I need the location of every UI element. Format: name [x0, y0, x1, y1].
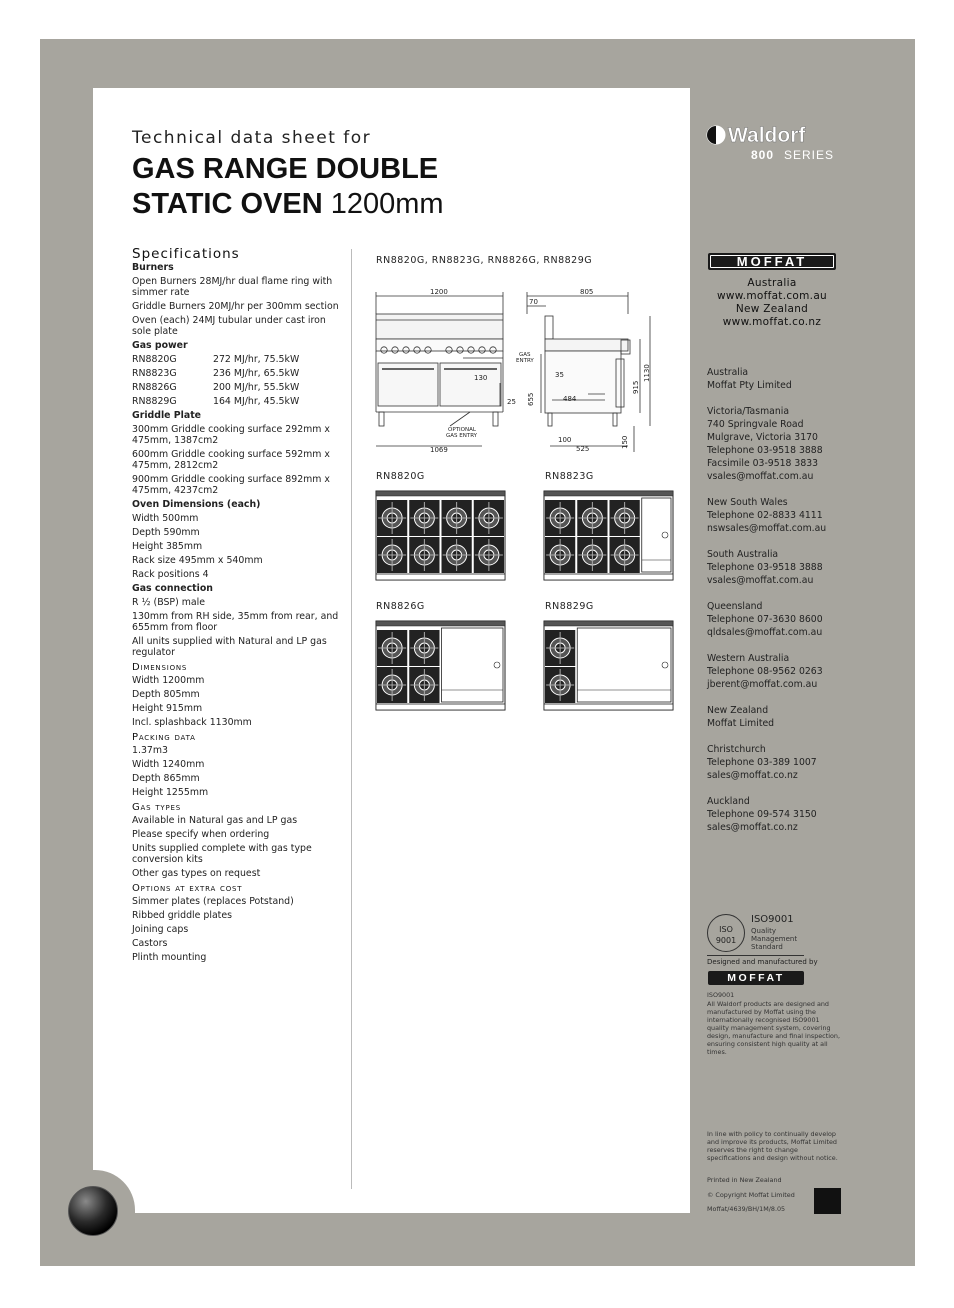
office-block [707, 496, 882, 535]
office-line: Telephone 02-8833 4111 [707, 510, 823, 521]
gas-power-row [132, 382, 347, 393]
burner-icon [377, 667, 407, 703]
plan-view-rn8829g [543, 620, 674, 712]
drawing-models-heading: RN8820G, RN8823G, RN8826G, RN8829G [376, 255, 593, 266]
office-line: Queensland [707, 601, 763, 612]
site-line: www.moffat.com.au [716, 290, 828, 302]
office-line: New South Wales [707, 497, 788, 508]
spec-line: Units supplied complete with gas type conversion kits [132, 843, 312, 865]
burner-icon [377, 630, 407, 666]
splashback-strip [376, 621, 505, 626]
dim-width-1200: 1200 [430, 288, 448, 296]
gas-power-row [132, 354, 347, 365]
iso-code: ISO9001 [707, 991, 735, 999]
splashback-strip [376, 491, 505, 496]
site-line: www.moffat.co.nz [722, 316, 822, 328]
designed-by-label: Designed and manufactured by [707, 958, 818, 966]
burner-icon [409, 630, 439, 666]
policy-note: In line with policy to continually develop and improve its products, Moffat Limited reserves the right to change specifications and design without notice. [707, 1130, 838, 1162]
burner-icon [545, 630, 575, 666]
office-line: Telephone 09-574 3150 [707, 809, 817, 820]
burner-icon [610, 537, 640, 573]
dim-805: 805 [580, 288, 594, 296]
websites-block [707, 277, 837, 329]
office-line: New Zealand [707, 705, 769, 716]
office-line: Telephone 03-9518 3888 [707, 445, 823, 456]
waldorf-logo [706, 122, 841, 162]
burner-icon [409, 537, 439, 573]
title-line-2-size: 1200mm [322, 188, 444, 220]
spec-line: Width 1240mm [132, 759, 205, 770]
burner-icon [442, 500, 472, 536]
pefc-logo-icon [814, 1188, 841, 1214]
spec-line: Width 500mm [132, 513, 199, 524]
iso-seal-icon: ISO 9001 [707, 914, 745, 952]
griddle-plate [577, 628, 671, 702]
front-rail [376, 704, 505, 710]
gas-power-model: RN8829G [132, 396, 177, 407]
dim-25: 25 [507, 398, 516, 406]
copyright: © Copyright Moffat Limited [707, 1191, 795, 1199]
gas-power-value: 200 MJ/hr, 55.5kW [213, 382, 300, 393]
gas-types-heading: Gas types [132, 802, 181, 813]
office-line: Auckland [707, 796, 750, 807]
optional-gas-entry-label-2: GAS ENTRY [446, 433, 478, 439]
gas-power-value: 272 MJ/hr, 75.5kW [213, 354, 300, 365]
spec-line: Other gas types on request [132, 868, 261, 879]
griddle-heading: Griddle Plate [132, 410, 202, 421]
iso-sub-line: Management [751, 935, 798, 943]
gas-power-row [132, 396, 347, 407]
plan-caption-rn8820g: RN8820G [376, 471, 425, 482]
dim-915: 915 [632, 380, 640, 394]
front-rail [544, 574, 673, 580]
burner-icon [545, 500, 575, 536]
moffat-logo: MOFFAT [708, 253, 836, 270]
plan-caption-rn8823g: RN8823G [545, 471, 594, 482]
specifications-heading: Specifications [132, 246, 240, 262]
burner-icon [577, 500, 607, 536]
office-block [707, 743, 882, 782]
column-divider [351, 249, 352, 1189]
dim-484: 484 [563, 395, 577, 403]
office-block [707, 405, 882, 483]
spec-line: Open Burners 28MJ/hr dual flame ring with simmer rate [132, 276, 333, 298]
printed-in: Printed in New Zealand [707, 1176, 782, 1184]
office-line: vsales@moffat.com.au [707, 575, 814, 586]
spec-line: Please specify when ordering [132, 829, 270, 840]
spec-line: 600mm Griddle cooking surface 592mm x 475mm, 2812cm2 [132, 449, 330, 471]
office-line: Facsimile 03-9518 3833 [707, 458, 819, 469]
burner-icon [474, 500, 504, 536]
burner-icon [474, 537, 504, 573]
spec-line: Rack positions 4 [132, 569, 209, 580]
gas-power-model: RN8820G [132, 354, 177, 365]
dim-100: 100 [558, 436, 572, 444]
office-line: Telephone 07-3630 8600 [707, 614, 823, 625]
office-block [707, 652, 882, 691]
spec-line: All units supplied with Natural and LP gas regulator [132, 636, 327, 658]
waldorf-ball-emblem-icon [68, 1186, 118, 1236]
spec-line: Height 385mm [132, 541, 203, 552]
gas-power-value: 164 MJ/hr, 45.5kW [213, 396, 300, 407]
optional-gas-entry-label-1: OPTIONAL [448, 427, 476, 433]
burner-icon [610, 500, 640, 536]
office-block [707, 366, 882, 392]
iso-sub-line: Quality [751, 927, 777, 935]
office-line: vsales@moffat.com.au [707, 471, 814, 482]
office-line: Telephone 08-9562 0263 [707, 666, 823, 677]
office-line: Telephone 03-389 1007 [707, 757, 817, 768]
office-block [707, 600, 882, 639]
divider [707, 955, 804, 956]
dim-525: 525 [576, 445, 590, 453]
burner-icon [409, 500, 439, 536]
options-heading: Options at extra cost [132, 883, 243, 894]
document-code: Moffat/4639/BH/1M/8.05 [707, 1205, 786, 1213]
spec-line: Width 1200mm [132, 675, 205, 686]
office-line: 740 Springvale Road [707, 419, 804, 430]
specifications-column [132, 246, 347, 966]
gas-entry-label-2: ENTRY [516, 358, 534, 364]
spec-line: 130mm from RH side, 35mm from rear, and 655mm from floor [132, 611, 339, 633]
plan-view-rn8826g [375, 620, 506, 712]
burners-heading: Burners [132, 262, 174, 273]
document-title [132, 152, 444, 222]
office-line: sales@moffat.co.nz [707, 822, 798, 833]
gas-power-model: RN8826G [132, 382, 177, 393]
iso-subtitle [751, 927, 811, 951]
moffat-logo-small: MOFFAT [708, 971, 804, 985]
splashback-strip [544, 491, 673, 496]
spec-line: Available in Natural gas and LP gas [132, 815, 298, 826]
office-block [707, 704, 882, 730]
front-elevation [376, 292, 503, 446]
office-line: nswsales@moffat.com.au [707, 523, 827, 534]
office-line: Australia [707, 367, 749, 378]
dim-1130: 1130 [643, 364, 651, 382]
spec-line: Simmer plates (replaces Potstand) [132, 896, 294, 907]
gas-power-value: 236 MJ/hr, 65.5kW [213, 368, 300, 379]
spec-line: 900mm Griddle cooking surface 892mm x 475mm, 4237cm2 [132, 474, 330, 496]
spec-line: Griddle Burners 20MJ/hr per 300mm section [132, 301, 339, 312]
side-elevation [527, 292, 650, 452]
offices-list [707, 366, 882, 847]
office-line: Christchurch [707, 744, 766, 755]
iso-sub-line: Standard [751, 943, 783, 951]
dim-655: 655 [527, 392, 535, 406]
site-line: New Zealand [735, 303, 809, 315]
griddle-plate [642, 498, 671, 572]
iso-blurb: All Waldorf products are designed and manufactured by Moffat using the internationally recognised ISO9001 quality management system, covering design, manufacture and final inspection, ensuring consistent high quality at all times. [707, 1000, 840, 1056]
dim-35: 35 [555, 371, 564, 379]
office-line: Telephone 03-9518 3888 [707, 562, 823, 573]
burner-icon [545, 537, 575, 573]
site-line: Australia [747, 277, 797, 289]
series-number: 800 [751, 148, 775, 162]
spec-line: Height 915mm [132, 703, 203, 714]
spec-line: Height 1255mm [132, 787, 209, 798]
plan-view-rn8820g [375, 490, 506, 582]
burner-icon [409, 667, 439, 703]
spec-line: Depth 805mm [132, 689, 200, 700]
spec-line: Depth 590mm [132, 527, 200, 538]
oven-dimensions-heading: Oven Dimensions (each) [132, 499, 261, 510]
front-rail [376, 574, 505, 580]
waldorf-logo-text: Waldorf [728, 124, 806, 147]
title-line-1: GAS RANGE DOUBLE [132, 153, 439, 185]
spec-line: Castors [132, 938, 168, 949]
spec-line: Oven (each) 24MJ tubular under cast iron sole plate [132, 315, 326, 337]
burner-icon [442, 537, 472, 573]
spec-line: Depth 865mm [132, 773, 200, 784]
gas-power-row [132, 368, 347, 379]
dim-130: 130 [474, 374, 488, 382]
office-block [707, 548, 882, 587]
spec-line: Plinth mounting [132, 952, 207, 963]
gas-connection-heading: Gas connection [132, 583, 213, 594]
gas-power-model: RN8823G [132, 368, 177, 379]
front-rail [544, 704, 673, 710]
office-block [707, 795, 882, 834]
office-line: Moffat Limited [707, 718, 775, 729]
dim-150: 150 [621, 435, 629, 449]
dim-70: 70 [529, 298, 538, 306]
office-line: South Australia [707, 549, 779, 560]
title-line-2 [132, 187, 444, 222]
packing-data-heading: Packing data [132, 732, 196, 743]
spec-line: 1.37m3 [132, 745, 168, 756]
office-line: Moffat Pty Limited [707, 380, 792, 391]
gas-power-heading: Gas power [132, 340, 188, 351]
spec-line: Ribbed griddle plates [132, 910, 233, 921]
burner-icon [545, 667, 575, 703]
office-line: qldsales@moffat.com.au [707, 627, 823, 638]
burner-icon [377, 500, 407, 536]
iso-title: ISO9001 [751, 914, 794, 925]
document-kicker: Technical data sheet for [132, 128, 372, 148]
office-line: Victoria/Tasmania [707, 406, 790, 417]
spec-line: Incl. splashback 1130mm [132, 717, 252, 728]
title-line-2-bold: STATIC OVEN [132, 188, 323, 220]
burner-icon [577, 537, 607, 573]
office-line: jberent@moffat.com.au [707, 679, 818, 690]
spec-line: Rack size 495mm x 540mm [132, 555, 263, 566]
dimensions-heading: Dimensions [132, 662, 188, 673]
spec-line: 300mm Griddle cooking surface 292mm x 475mm, 1387cm2 [132, 424, 330, 446]
burner-icon [377, 537, 407, 573]
technical-drawing [370, 284, 660, 456]
plan-view-rn8823g [543, 490, 674, 582]
series-word: SERIES [784, 148, 835, 162]
office-line: sales@moffat.co.nz [707, 770, 798, 781]
office-line: Mulgrave, Victoria 3170 [707, 432, 818, 443]
plan-caption-rn8826g: RN8826G [376, 601, 425, 612]
spec-line: Joining caps [132, 924, 189, 935]
splashback-strip [544, 621, 673, 626]
spec-line: R ½ (BSP) male [132, 597, 205, 608]
gas-entry-label-1: GAS [519, 352, 531, 358]
plan-caption-rn8829g: RN8829G [545, 601, 594, 612]
office-line: Western Australia [707, 653, 790, 664]
dim-1069: 1069 [430, 446, 448, 454]
